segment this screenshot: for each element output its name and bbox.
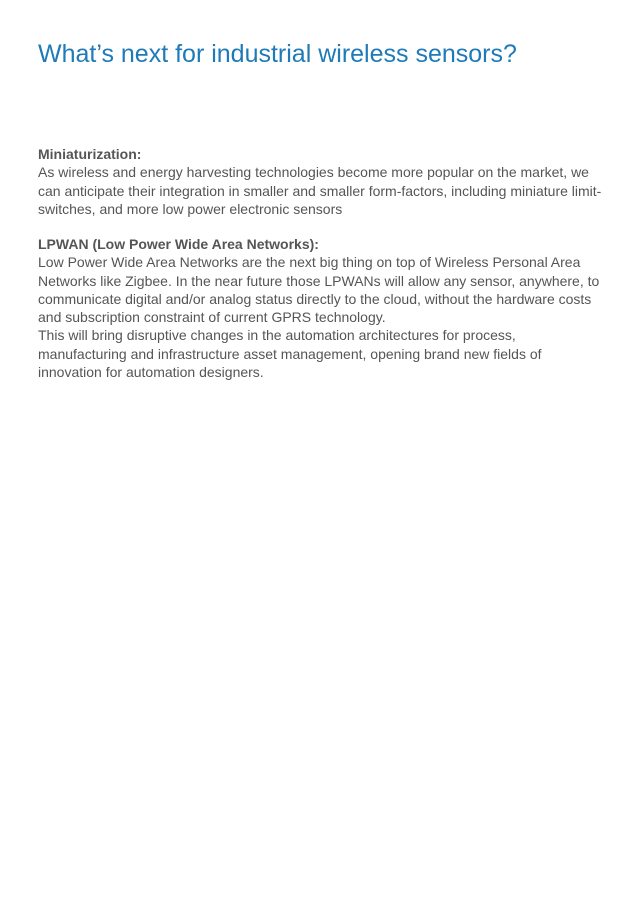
section-miniaturization [38, 145, 606, 218]
section-paragraph: This will bring disruptive changes in the automation architectures for process, manufacturing and infrastructure asset management, opening brand new fields of innovation for automation designers. [38, 327, 542, 381]
section-paragraph: As wireless and energy harvesting technologies become more popular on the market, we can anticipate their integration in smaller and smaller form-factors, including miniature limit-switches, and more low power electronic sensors [38, 164, 602, 217]
section-heading: Miniaturization: [38, 146, 142, 162]
section-paragraph: Low Power Wide Area Networks are the next big thing on top of Wireless Personal Area Networks like Zigbee. In the near future those LPWANs will allow any sensor, anywhere, to communicate digital and/or analog status directly to the cloud, without the hardware costs and subscription constraint of current GPRS technology. [38, 254, 600, 326]
section-lpwan [38, 235, 606, 381]
page-title: What’s next for industrial wireless sensors? [38, 40, 517, 68]
section-heading: LPWAN (Low Power Wide Area Networks): [38, 236, 319, 252]
